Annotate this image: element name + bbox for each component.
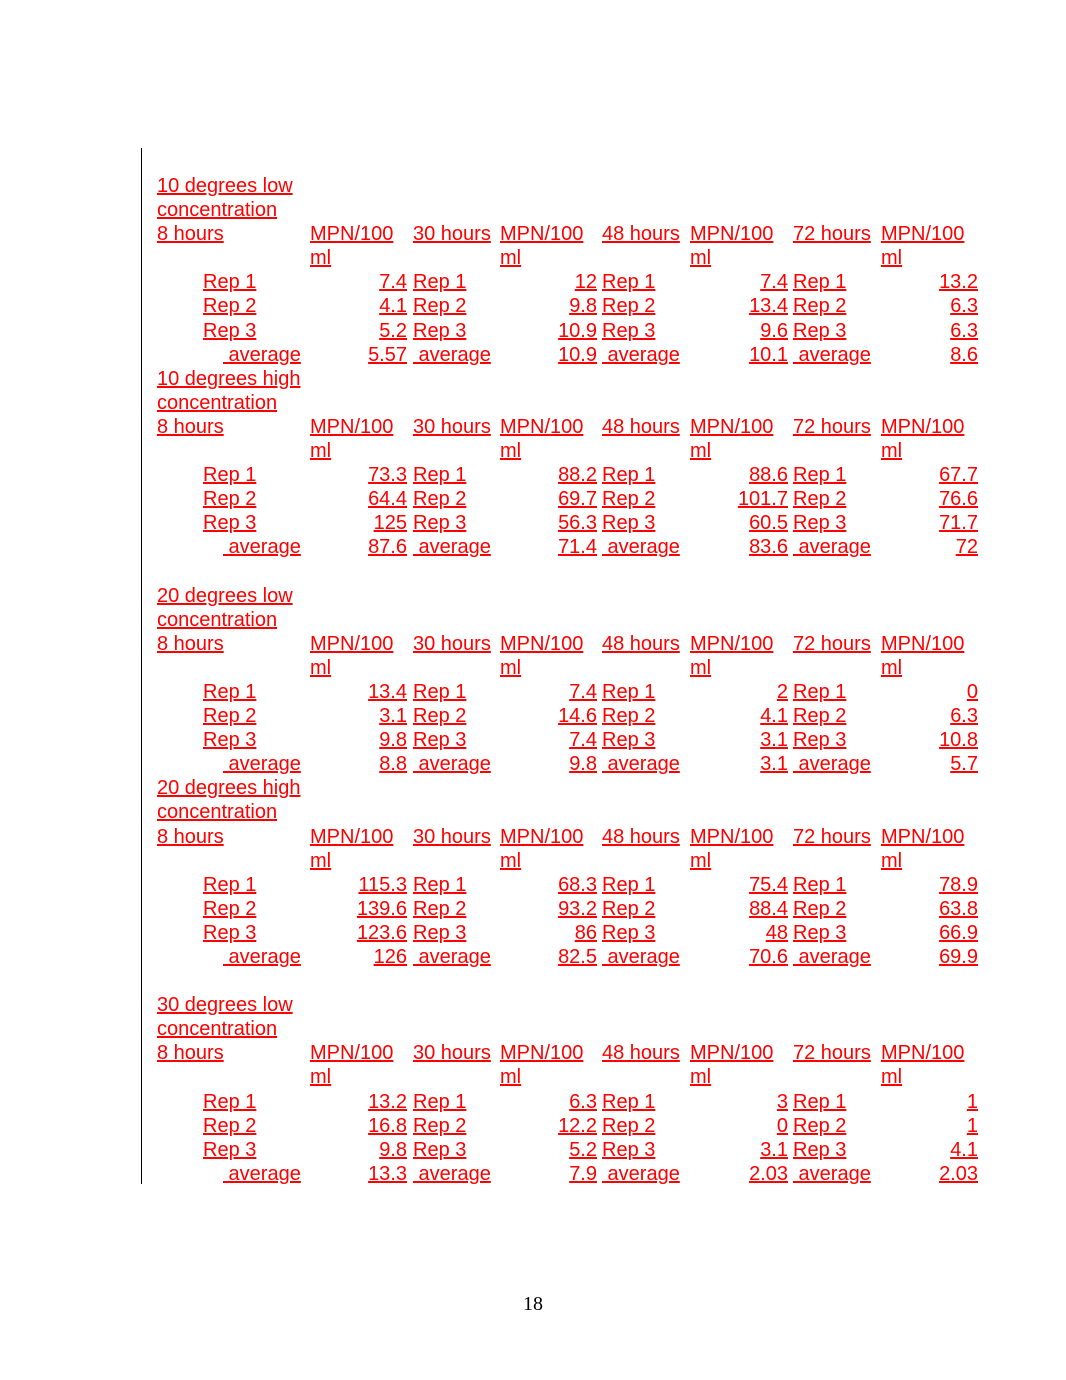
hours-30-header-link[interactable]: 30 hours xyxy=(413,825,491,848)
rep-label-link[interactable]: Rep 3 xyxy=(602,729,656,752)
section-subtitle-link[interactable]: concentration xyxy=(157,199,278,222)
hours-30-header-link[interactable]: 30 hours xyxy=(413,223,491,246)
rep-label-link[interactable]: Rep 2 xyxy=(413,897,467,920)
average-label-link[interactable]: average xyxy=(602,1162,680,1185)
rep-label-link[interactable]: Rep 3 xyxy=(203,512,257,535)
rep-label-link[interactable]: Rep 2 xyxy=(602,1114,656,1137)
value-link[interactable]: 3.1 xyxy=(760,729,788,752)
unit-ml-link[interactable]: ml xyxy=(310,440,332,463)
rep-label-link[interactable]: Rep 1 xyxy=(203,680,257,703)
rep-label-link[interactable]: Rep 3 xyxy=(793,921,847,944)
value-link[interactable]: 73.3 xyxy=(368,464,407,487)
value-link[interactable]: 88.2 xyxy=(558,464,597,487)
hours-8-header-link[interactable]: 8 hours xyxy=(157,632,224,655)
unit-ml-link[interactable]: ml xyxy=(500,849,522,872)
hours-48-header-link[interactable]: 48 hours xyxy=(602,223,680,246)
rep-label-link[interactable]: Rep 2 xyxy=(413,295,467,318)
rep-label-link[interactable]: Rep 2 xyxy=(793,295,847,318)
section-title-line xyxy=(157,776,987,800)
value-link[interactable]: 76.6 xyxy=(939,488,978,511)
unit-ml-link[interactable]: ml xyxy=(310,656,332,679)
unit-header-link[interactable]: MPN/100 xyxy=(881,415,965,438)
header-row xyxy=(157,1041,987,1065)
unit-header-link[interactable]: MPN/100 xyxy=(881,1042,965,1065)
value-link[interactable]: 7.4 xyxy=(569,680,597,703)
rep-label-link[interactable]: Rep 3 xyxy=(203,319,257,342)
value-link[interactable]: 71.7 xyxy=(939,512,978,535)
table-row xyxy=(157,511,987,535)
header-row-cont xyxy=(157,439,987,463)
average-label-link[interactable]: average xyxy=(413,1162,491,1185)
value-link[interactable]: 88.4 xyxy=(749,897,788,920)
average-value-link[interactable]: 83.6 xyxy=(749,536,788,559)
header-row xyxy=(157,222,987,246)
table-row xyxy=(157,897,987,921)
unit-header-link[interactable]: MPN/100 xyxy=(690,223,774,246)
average-label-link[interactable]: average xyxy=(793,343,871,366)
section-subtitle-link[interactable]: concentration xyxy=(157,608,278,631)
hours-72-header-link[interactable]: 72 hours xyxy=(793,1042,871,1065)
blank-row xyxy=(157,560,987,584)
average-label-link[interactable]: average xyxy=(413,536,491,559)
section-subtitle-link[interactable]: concentration xyxy=(157,801,278,824)
hours-48-header-link[interactable]: 48 hours xyxy=(602,632,680,655)
header-row-cont xyxy=(157,849,987,873)
section-title-link[interactable]: 20 degrees low xyxy=(157,584,293,607)
value-link[interactable]: 63.8 xyxy=(939,897,978,920)
value-link[interactable]: 86 xyxy=(574,921,597,944)
rep-label-link[interactable]: Rep 2 xyxy=(793,705,847,728)
unit-ml-link[interactable]: ml xyxy=(500,247,522,270)
value-link[interactable]: 125 xyxy=(373,512,407,535)
average-value-link[interactable]: 87.6 xyxy=(368,536,407,559)
value-link[interactable]: 6.3 xyxy=(950,319,978,342)
rep-label-link[interactable]: Rep 2 xyxy=(793,1114,847,1137)
rep-label-link[interactable]: Rep 2 xyxy=(413,1114,467,1137)
rep-label-link[interactable]: Rep 2 xyxy=(413,705,467,728)
rep-label-link[interactable]: Rep 2 xyxy=(602,295,656,318)
header-row-cont xyxy=(157,656,987,680)
value-link[interactable]: 67.7 xyxy=(939,464,978,487)
value-link[interactable]: 93.2 xyxy=(558,897,597,920)
table-row xyxy=(157,487,987,511)
rep-label-link[interactable]: Rep 1 xyxy=(203,1090,257,1113)
average-label-link[interactable]: average xyxy=(602,343,680,366)
unit-ml-link[interactable]: ml xyxy=(310,247,332,270)
rep-label-link[interactable]: Rep 3 xyxy=(413,1138,467,1161)
hours-72-header-link[interactable]: 72 hours xyxy=(793,632,871,655)
value-link[interactable]: 7.4 xyxy=(379,271,407,294)
section-title-line xyxy=(157,584,987,608)
rep-label-link[interactable]: Rep 2 xyxy=(203,705,257,728)
average-label-link[interactable]: average xyxy=(793,1162,871,1185)
rep-label-link[interactable]: Rep 1 xyxy=(793,873,847,896)
average-value-link[interactable]: 126 xyxy=(373,946,407,968)
hours-72-header-link[interactable]: 72 hours xyxy=(793,825,871,848)
section-subtitle-link[interactable]: concentration xyxy=(157,1018,278,1041)
unit-header-link[interactable]: MPN/100 xyxy=(500,632,584,655)
table-row xyxy=(157,1138,987,1162)
header-row xyxy=(157,632,987,656)
rep-label-link[interactable]: Rep 1 xyxy=(602,873,656,896)
hours-8-header-link[interactable]: 8 hours xyxy=(157,825,224,848)
average-label-link[interactable]: average xyxy=(793,536,871,559)
average-label-link[interactable]: average xyxy=(413,753,491,776)
unit-ml-link[interactable]: ml xyxy=(881,1066,903,1089)
rep-label-link[interactable]: Rep 2 xyxy=(602,488,656,511)
average-label-link[interactable]: average xyxy=(793,946,871,968)
hours-48-header-link[interactable]: 48 hours xyxy=(602,825,680,848)
rep-label-link[interactable]: Rep 3 xyxy=(602,1138,656,1161)
rep-label-link[interactable]: Rep 3 xyxy=(413,729,467,752)
rep-label-link[interactable]: Rep 1 xyxy=(413,1090,467,1113)
rep-label-link[interactable]: Rep 1 xyxy=(203,464,257,487)
section-title-line xyxy=(157,1017,987,1041)
section-title-line xyxy=(157,391,987,415)
data-table xyxy=(157,174,987,1186)
hours-30-header-link[interactable]: 30 hours xyxy=(413,1042,491,1065)
value-link[interactable]: 7.4 xyxy=(569,729,597,752)
rep-label-link[interactable]: Rep 3 xyxy=(793,729,847,752)
rep-label-link[interactable]: Rep 1 xyxy=(793,271,847,294)
hours-8-header-link[interactable]: 8 hours xyxy=(157,223,224,246)
rep-label-link[interactable]: Rep 1 xyxy=(793,464,847,487)
value-link[interactable]: 9.8 xyxy=(379,1138,407,1161)
average-value-link[interactable]: 13.3 xyxy=(368,1162,407,1185)
header-row-cont xyxy=(157,1065,987,1089)
section-title-line xyxy=(157,993,987,1017)
average-value-link[interactable]: 9.8 xyxy=(569,753,597,776)
value-link[interactable]: 4.1 xyxy=(760,705,788,728)
unit-ml-link[interactable]: ml xyxy=(881,247,903,270)
hours-48-header-link[interactable]: 48 hours xyxy=(602,1042,680,1065)
rep-label-link[interactable]: Rep 3 xyxy=(793,512,847,535)
value-link[interactable]: 0 xyxy=(966,680,978,703)
value-link[interactable]: 14.6 xyxy=(558,705,597,728)
table-row xyxy=(157,921,987,945)
average-label-link[interactable]: average xyxy=(223,1162,301,1185)
section-title-line xyxy=(157,198,987,222)
rep-label-link[interactable]: Rep 1 xyxy=(413,680,467,703)
rep-label-link[interactable]: Rep 3 xyxy=(203,1138,257,1161)
table-row xyxy=(157,1090,987,1114)
rep-label-link[interactable]: Rep 1 xyxy=(413,464,467,487)
table-row xyxy=(157,463,987,487)
rep-label-link[interactable]: Rep 1 xyxy=(602,271,656,294)
value-link[interactable]: 1 xyxy=(966,1114,978,1137)
rep-label-link[interactable]: Rep 1 xyxy=(602,464,656,487)
value-link[interactable]: 6.3 xyxy=(950,295,978,318)
table-row xyxy=(157,680,987,704)
unit-header-link[interactable]: MPN/100 xyxy=(310,825,394,848)
header-row xyxy=(157,415,987,439)
value-link[interactable]: 13.4 xyxy=(749,295,788,318)
value-link[interactable]: 68.3 xyxy=(558,873,597,896)
unit-header-link[interactable]: MPN/100 xyxy=(881,632,965,655)
header-row-cont xyxy=(157,246,987,270)
average-row xyxy=(157,535,987,559)
rep-label-link[interactable]: Rep 2 xyxy=(203,488,257,511)
value-link[interactable]: 2 xyxy=(776,680,788,703)
section-title-line xyxy=(157,367,987,391)
unit-header-link[interactable]: MPN/100 xyxy=(690,825,774,848)
value-link[interactable]: 78.9 xyxy=(939,873,978,896)
average-label-link[interactable]: average xyxy=(602,536,680,559)
average-value-link[interactable]: 5.7 xyxy=(950,753,978,776)
average-label-link[interactable]: average xyxy=(413,343,491,366)
value-link[interactable]: 115.3 xyxy=(358,873,407,896)
rep-label-link[interactable]: Rep 3 xyxy=(602,921,656,944)
value-link[interactable]: 75.4 xyxy=(749,873,788,896)
average-value-link[interactable]: 8.8 xyxy=(379,753,407,776)
hours-8-header-link[interactable]: 8 hours xyxy=(157,415,224,438)
average-label-link[interactable]: average xyxy=(223,343,301,366)
unit-header-link[interactable]: MPN/100 xyxy=(500,415,584,438)
unit-ml-link[interactable]: ml xyxy=(881,440,903,463)
unit-header-link[interactable]: MPN/100 xyxy=(500,1042,584,1065)
average-value-link[interactable]: 72 xyxy=(955,536,978,559)
unit-ml-link[interactable]: ml xyxy=(690,440,712,463)
section-title-link[interactable]: 10 degrees high xyxy=(157,367,301,390)
average-row xyxy=(157,343,987,367)
unit-ml-link[interactable]: ml xyxy=(881,849,903,872)
value-link[interactable]: 3 xyxy=(776,1090,788,1113)
rep-label-link[interactable]: Rep 3 xyxy=(413,512,467,535)
hours-30-header-link[interactable]: 30 hours xyxy=(413,415,491,438)
section-subtitle-link[interactable]: concentration xyxy=(157,391,278,414)
value-link[interactable]: 6.3 xyxy=(950,705,978,728)
average-value-link[interactable]: 10.1 xyxy=(749,343,788,366)
rep-label-link[interactable]: Rep 3 xyxy=(203,729,257,752)
unit-ml-link[interactable]: ml xyxy=(690,1066,712,1089)
hours-72-header-link[interactable]: 72 hours xyxy=(793,223,871,246)
unit-header-link[interactable]: MPN/100 xyxy=(500,223,584,246)
value-link[interactable]: 13.2 xyxy=(939,271,978,294)
unit-header-link[interactable]: MPN/100 xyxy=(310,1042,394,1065)
hours-8-header-link[interactable]: 8 hours xyxy=(157,1042,224,1065)
section-title-line xyxy=(157,800,987,824)
average-label-link[interactable]: average xyxy=(413,946,491,968)
blank-row xyxy=(157,969,987,993)
average-value-link[interactable]: 10.9 xyxy=(558,343,597,366)
unit-ml-link[interactable]: ml xyxy=(500,656,522,679)
value-link[interactable]: 7.4 xyxy=(760,271,788,294)
value-link[interactable]: 10.9 xyxy=(558,319,597,342)
hours-30-header-link[interactable]: 30 hours xyxy=(413,632,491,655)
rep-label-link[interactable]: Rep 1 xyxy=(793,680,847,703)
rep-label-link[interactable]: Rep 2 xyxy=(203,1114,257,1137)
table-row xyxy=(157,319,987,343)
value-link[interactable]: 56.3 xyxy=(558,512,597,535)
rep-label-link[interactable]: Rep 1 xyxy=(793,1090,847,1113)
average-label-link[interactable]: average xyxy=(223,753,301,776)
value-link[interactable]: 64.4 xyxy=(368,488,407,511)
unit-ml-link[interactable]: ml xyxy=(690,247,712,270)
average-value-link[interactable]: 71.4 xyxy=(558,536,597,559)
average-label-link[interactable]: average xyxy=(793,753,871,776)
unit-ml-link[interactable]: ml xyxy=(690,656,712,679)
average-value-link[interactable]: 2.03 xyxy=(749,1162,788,1185)
value-link[interactable]: 9.8 xyxy=(569,295,597,318)
table-row xyxy=(157,1114,987,1138)
average-label-link[interactable]: average xyxy=(602,753,680,776)
unit-ml-link[interactable]: ml xyxy=(500,440,522,463)
unit-header-link[interactable]: MPN/100 xyxy=(310,632,394,655)
value-link[interactable]: 5.2 xyxy=(379,319,407,342)
average-label-link[interactable]: average xyxy=(223,946,301,968)
table-row xyxy=(157,873,987,897)
rep-label-link[interactable]: Rep 3 xyxy=(602,512,656,535)
rep-label-link[interactable]: Rep 3 xyxy=(203,921,257,944)
value-link[interactable]: 123.6 xyxy=(356,921,407,944)
value-link[interactable]: 1 xyxy=(966,1090,978,1113)
unit-ml-link[interactable]: ml xyxy=(310,849,332,872)
average-row xyxy=(157,1162,987,1186)
rep-label-link[interactable]: Rep 2 xyxy=(602,705,656,728)
value-link[interactable]: 12 xyxy=(574,271,597,294)
value-link[interactable]: 10.8 xyxy=(939,729,978,752)
rep-label-link[interactable]: Rep 2 xyxy=(203,295,257,318)
average-row xyxy=(157,752,987,776)
unit-header-link[interactable]: MPN/100 xyxy=(881,825,965,848)
value-link[interactable]: 9.6 xyxy=(760,319,788,342)
average-value-link[interactable]: 5.57 xyxy=(368,343,407,366)
table-row xyxy=(157,294,987,318)
hours-72-header-link[interactable]: 72 hours xyxy=(793,415,871,438)
average-value-link[interactable]: 82.5 xyxy=(558,946,597,968)
margin-rule xyxy=(141,148,142,1184)
header-row xyxy=(157,825,987,849)
value-link[interactable]: 13.4 xyxy=(368,680,407,703)
unit-ml-link[interactable]: ml xyxy=(881,656,903,679)
rep-label-link[interactable]: Rep 3 xyxy=(793,319,847,342)
value-link[interactable]: 12.2 xyxy=(558,1114,597,1137)
value-link[interactable]: 69.7 xyxy=(558,488,597,511)
unit-header-link[interactable]: MPN/100 xyxy=(690,1042,774,1065)
unit-ml-link[interactable]: ml xyxy=(310,1066,332,1089)
section-title-link[interactable]: 10 degrees low xyxy=(157,175,293,197)
average-label-link[interactable]: average xyxy=(602,946,680,968)
value-link[interactable]: 60.5 xyxy=(749,512,788,535)
rep-label-link[interactable]: Rep 1 xyxy=(203,271,257,294)
rep-label-link[interactable]: Rep 2 xyxy=(602,897,656,920)
table-row xyxy=(157,270,987,294)
table-row xyxy=(157,704,987,728)
rep-label-link[interactable]: Rep 3 xyxy=(793,1138,847,1161)
value-link[interactable]: 0 xyxy=(776,1114,788,1137)
unit-header-link[interactable]: MPN/100 xyxy=(881,223,965,246)
rep-label-link[interactable]: Rep 1 xyxy=(602,680,656,703)
value-link[interactable]: 139.6 xyxy=(356,897,407,920)
unit-header-link[interactable]: MPN/100 xyxy=(500,825,584,848)
rep-label-link[interactable]: Rep 2 xyxy=(203,897,257,920)
rep-label-link[interactable]: Rep 2 xyxy=(793,488,847,511)
unit-ml-link[interactable]: ml xyxy=(500,1066,522,1089)
value-link[interactable]: 66.9 xyxy=(939,921,978,944)
average-value-link[interactable]: 70.6 xyxy=(749,946,788,968)
average-label-link[interactable]: average xyxy=(223,536,301,559)
unit-header-link[interactable]: MPN/100 xyxy=(690,415,774,438)
value-link[interactable]: 3.1 xyxy=(379,705,407,728)
unit-header-link[interactable]: MPN/100 xyxy=(310,415,394,438)
value-link[interactable]: 48 xyxy=(765,921,788,944)
average-row xyxy=(157,945,987,969)
value-link[interactable]: 4.1 xyxy=(379,295,407,318)
rep-label-link[interactable]: Rep 2 xyxy=(413,488,467,511)
rep-label-link[interactable]: Rep 2 xyxy=(793,897,847,920)
unit-header-link[interactable]: MPN/100 xyxy=(690,632,774,655)
average-value-link[interactable]: 2.03 xyxy=(939,1162,978,1185)
value-link[interactable]: 4.1 xyxy=(950,1138,978,1161)
average-value-link[interactable]: 69.9 xyxy=(939,946,978,968)
section-title-link[interactable]: 30 degrees low xyxy=(157,994,293,1017)
average-value-link[interactable]: 7.9 xyxy=(569,1162,597,1185)
section-title-line xyxy=(157,608,987,632)
value-link[interactable]: 13.2 xyxy=(368,1090,407,1113)
value-link[interactable]: 5.2 xyxy=(569,1138,597,1161)
value-link[interactable]: 9.8 xyxy=(379,729,407,752)
value-link[interactable]: 88.6 xyxy=(749,464,788,487)
average-value-link[interactable]: 3.1 xyxy=(760,753,788,776)
rep-label-link[interactable]: Rep 3 xyxy=(602,319,656,342)
value-link[interactable]: 6.3 xyxy=(569,1090,597,1113)
unit-ml-link[interactable]: ml xyxy=(690,849,712,872)
page-number: 18 xyxy=(523,1293,543,1315)
rep-label-link[interactable]: Rep 1 xyxy=(602,1090,656,1113)
section-title-line xyxy=(157,174,987,198)
section-title-link[interactable]: 20 degrees high xyxy=(157,777,301,800)
table-row xyxy=(157,728,987,752)
rep-label-link[interactable]: Rep 3 xyxy=(413,921,467,944)
unit-header-link[interactable]: MPN/100 xyxy=(310,223,394,246)
hours-48-header-link[interactable]: 48 hours xyxy=(602,415,680,438)
average-value-link[interactable]: 8.6 xyxy=(950,343,978,366)
value-link[interactable]: 101.7 xyxy=(737,488,788,511)
rep-label-link[interactable]: Rep 1 xyxy=(203,873,257,896)
rep-label-link[interactable]: Rep 1 xyxy=(413,873,467,896)
rep-label-link[interactable]: Rep 1 xyxy=(413,271,467,294)
value-link[interactable]: 3.1 xyxy=(760,1138,788,1161)
rep-label-link[interactable]: Rep 3 xyxy=(413,319,467,342)
value-link[interactable]: 16.8 xyxy=(368,1114,407,1137)
